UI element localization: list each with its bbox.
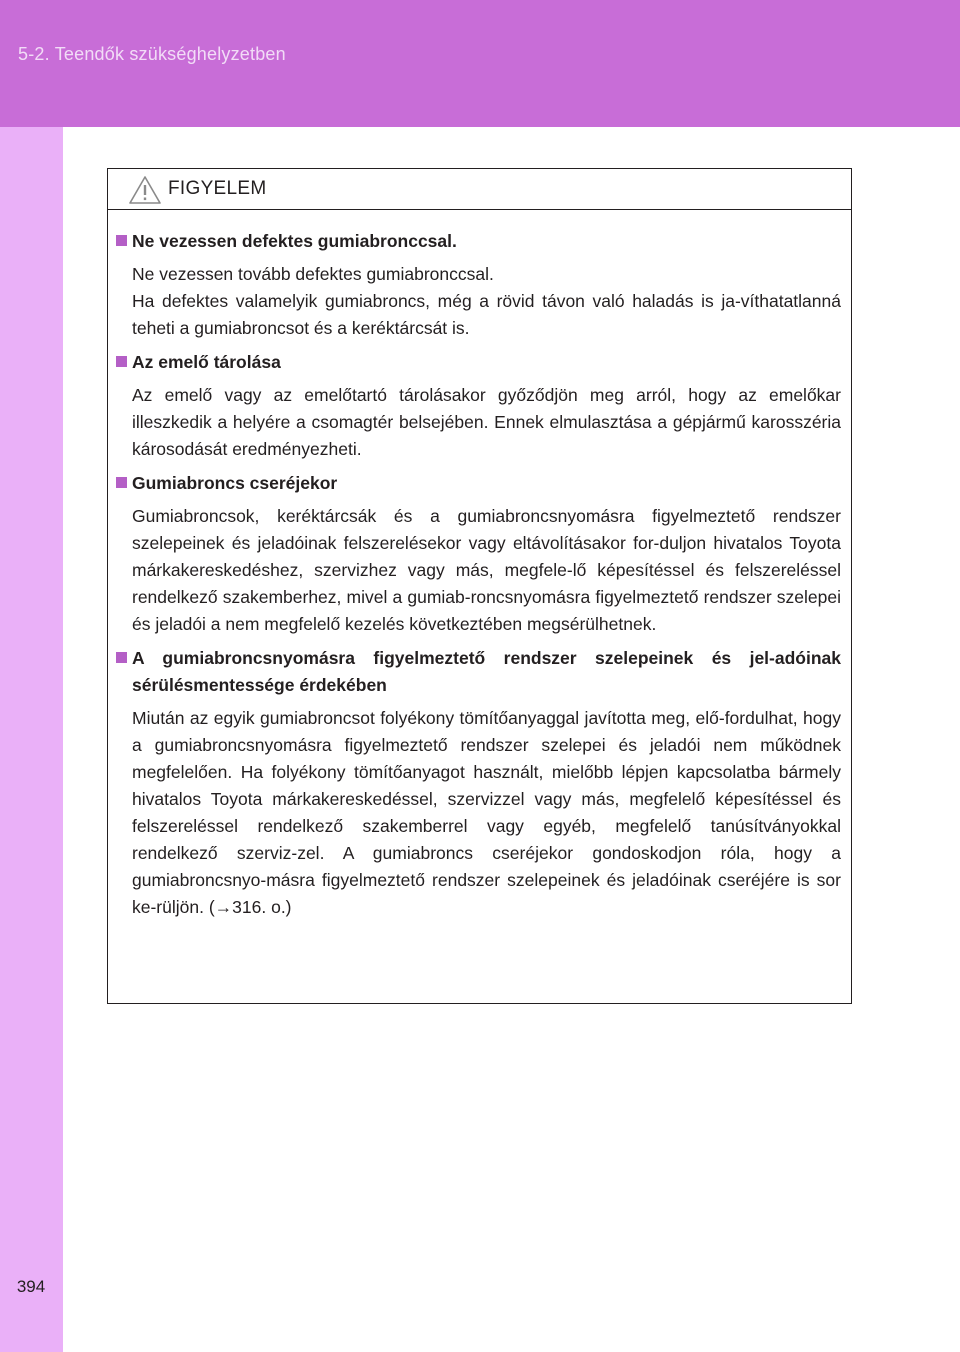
section-heading-text: Ne vezessen defektes gumiabronccsal.	[132, 231, 457, 251]
square-bullet-icon	[116, 235, 127, 246]
section-heading-tpms-protection	[114, 645, 841, 699]
square-bullet-icon	[116, 356, 127, 367]
caution-body	[108, 210, 851, 921]
paragraph: Miután az egyik gumiabroncsot folyékony tömítőanyaggal javította meg, elő-fordulhat, hogy a gumiabroncsnyomásra figyelmeztető rendszer szelepei és jeladói nem működnek megfelelően. Ha folyékony tömítőanyagot használt, mielőbb lépjen kapcsolatba bármely hivatalos Toyota márkakereskedéssel, szervizzel vagy más, megfelelő képesítéssel és felszereléssel rendelkező szakemberrel vagy egyéb, megfelelő tanúsítványokkal rendelkező szerviz-zel. A gumiabroncs cseréjekor gondoskodjon róla, hogy a gumiabroncsnyo-másra figyelmeztető rendszer szelepeinek és jeladóinak cseréjére is sor ke-rüljön. (→316. o.)	[132, 708, 841, 917]
section-heading-text: A gumiabroncsnyomásra figyelmeztető rendszer szelepeinek és jel-adóinak sérülésmentessége érdekében	[132, 648, 841, 695]
section-heading-jack-storage	[114, 349, 841, 376]
caution-header	[108, 169, 851, 210]
paragraph-line: Ne vezessen tovább defektes gumiabronccsal.	[132, 264, 494, 284]
square-bullet-icon	[116, 477, 127, 488]
paragraph: Az emelő vagy az emelőtartó tárolásakor győződjön meg arról, hogy az emelőkar illeszkedik a helyére a csomagtér belsejében. Ennek elmulasztása a gépjármű karosszéria károsodását eredményezheti.	[132, 385, 841, 459]
page-number: 394	[16, 1277, 46, 1296]
side-strip	[0, 127, 63, 1352]
section-title: 5-2. Teendők szükséghelyzetben	[18, 44, 286, 64]
caution-title: FIGYELEM	[168, 178, 267, 199]
paragraph: Gumiabroncsok, keréktárcsák és a gumiabroncsnyomásra figyelmeztető rendszer szelepeinek és jeladóinak felszerelésekor vagy eltávolításakor for-duljon hivatalos Toyota márkakereskedéshez, szervizhez vagy más, megfele-lő képesítéssel és felszereléssel rendelkező szakemberhez, mivel a gumiab-roncsnyomásra figyelmeztető rendszer szelepei és jeladói a nem megfelelő kezelés következtében megsérülhetnek.	[132, 506, 841, 634]
section-heading-text: Gumiabroncs cseréjekor	[132, 473, 338, 493]
paragraph	[114, 261, 841, 342]
paragraph-line: Ha defektes valamelyik gumiabroncs, még a rövid távon való haladás is ja-víthatatlanná teheti a gumiabroncsot és a keréktárcsát is.	[132, 291, 841, 338]
section-heading-text: Az emelő tárolása	[132, 352, 281, 372]
caution-box	[107, 168, 852, 1004]
square-bullet-icon	[116, 652, 127, 663]
section-heading-flat-tire	[114, 228, 841, 255]
warning-triangle-icon	[128, 175, 162, 205]
section-heading-tire-replacement	[114, 470, 841, 497]
